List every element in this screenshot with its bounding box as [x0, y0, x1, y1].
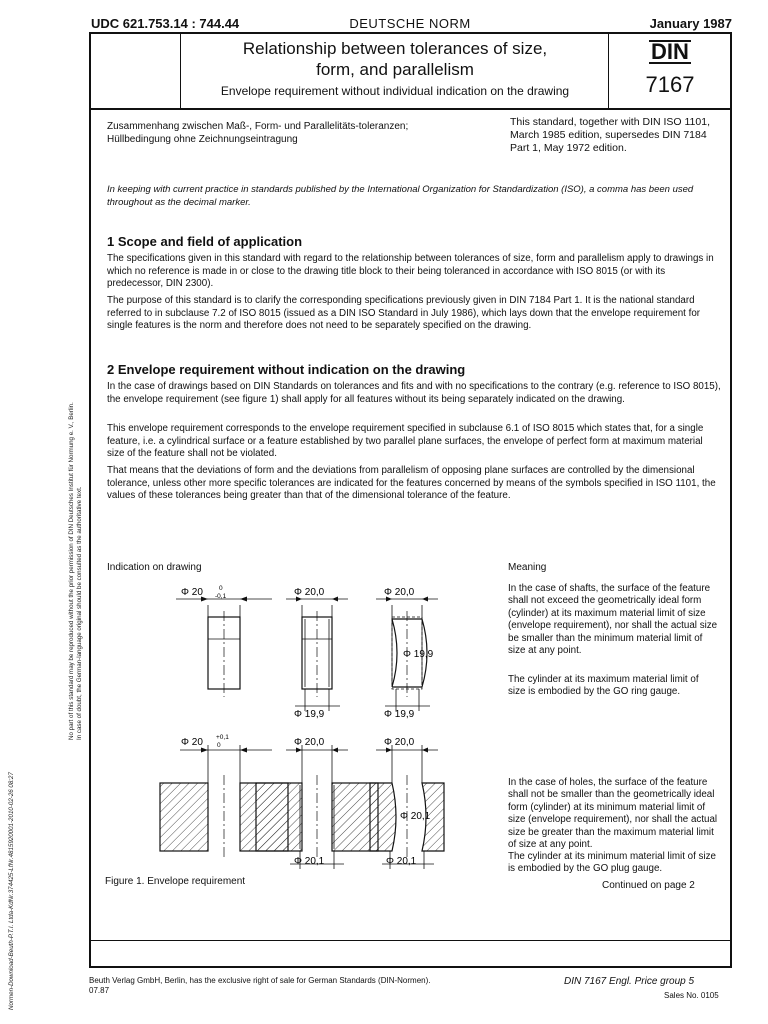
udc-code: UDC 621.753.14 : 744.44	[91, 16, 240, 31]
din-logo-text: DIN	[651, 39, 689, 64]
hole-lower-dev: 0	[217, 742, 221, 749]
hole-curved-dim-20-1: Φ 20,1	[386, 856, 417, 867]
shaft-curved-dim-19-9: Φ 19,9	[403, 649, 434, 660]
din-logo	[610, 40, 730, 64]
shaft-curved-form	[376, 587, 438, 720]
meaning-hole-text: In the case of holes, the surface of the feature shall not be smaller than the geometrically ideal form (cylinder) at its minimum material limit of size (envelope requirement), nor shall the actual size be greater than the maximum material limit of size at any point.	[508, 777, 718, 851]
hole-dim-20-1: Φ 20,1	[294, 856, 325, 867]
hole-ideal-envelope	[256, 737, 378, 869]
section-1-paragraph-2: The purpose of this standard is to clarify the corresponding specifications previously given in DIN 7184 Part 1. It is the national standard referred to in subclause 7.2 of ISO 8015 (issued as a DIN ISO Standard in July 1986), which lays down that the envelope requirement for single features is the norm and therefore does not need to be separately specified on the drawing.	[107, 295, 701, 332]
hole-dim-base: Φ 20	[181, 737, 203, 748]
section-2-paragraph-2: This envelope requirement corresponds to the envelope requirement specified in subclause 6.1 of ISO 8015 which states that, for a single feature, i.e. a cylindrical surface or a feature established by two parallel plane surfaces, the envelope of perfect form at maximum material size of the feature shall not be violated.	[107, 423, 704, 460]
publication-date: January 1987	[649, 16, 732, 31]
authoritative-text-notice: In case of doubt, the German-language original should be consulted as the authoritative text.	[76, 486, 83, 740]
section-2-paragraph-1: In the case of drawings based on DIN Standards on tolerances and fits and with no specifications to the contrary (e.g. reference to ISO 8015), the envelope requirement (see figure 1) shall apply for all features without its being separately indicated on the drawing.	[107, 381, 721, 405]
header-divider-right	[608, 32, 609, 108]
hole-dim-20-0: Φ 20,0	[294, 737, 325, 748]
din-reference: DIN 7167 Engl. Price group 5	[564, 976, 695, 987]
edition-code: 07.87	[89, 986, 110, 995]
meaning-hole-gauge: The cylinder at its minimum material limit of size is embodied by the GO plug gauge.	[508, 851, 716, 875]
envelope-figure	[100, 575, 510, 875]
section-2-paragraph-3: That means that the deviations of form and the deviations from parallelism of opposing plane surfaces are controlled by the dimensional tolerance, unless other more specific tolerances are indicated for the features concerned by means of the symbols specified in ISO 1101, the values of these tolerances being greater than that of the dimensional tolerance of the feature.	[107, 465, 716, 502]
copyright-notice: No part of this standard may be reproduced without the prior permission of DIN Deutsches Institut für Normung e. V., Berlin.	[68, 402, 75, 740]
shaft-lower-dev: -0,1	[215, 593, 227, 600]
hole-curved-dim-20-1-mid: Φ 20,1	[400, 811, 431, 822]
shaft-dim-20-0: Φ 20,0	[294, 587, 325, 598]
din-number: 7167	[645, 72, 695, 97]
iso-decimal-note: In keeping with current practice in standards published by the International Organization for Standardization (ISO), a comma has been used throughout as the decimal marker.	[107, 184, 694, 208]
sales-number: Sales No. 0105	[664, 991, 719, 1000]
hole-curved-form	[370, 737, 444, 869]
download-watermark: Normen-Download-Beuth-P.T.I. Ltda-KdNr.374425-LfNr.4815920001-2010-02-26 08:27	[8, 772, 15, 1010]
meaning-shaft-gauge: The cylinder at its maximum material limit of size is embodied by the GO ring gauge.	[508, 674, 699, 698]
continued-note: Continued on page 2	[602, 880, 695, 891]
shaft-dim-base: Φ 20	[181, 587, 203, 598]
publisher-note: Beuth Verlag GmbH, Berlin, has the exclusive right of sale for German Standards (DIN-Normen).	[89, 976, 431, 985]
section-1-paragraph-1: The specifications given in this standard with regard to the relationship between tolerances of size, form and parallelism apply to drawings in which no reference is made in or close to the drawing title block to their being toleranced in accordance with ISO 8015 (or with its predecessor, DIN 2300).	[107, 253, 714, 290]
meaning-label: Meaning	[508, 562, 547, 573]
footer-divider	[89, 940, 732, 941]
shaft-upper-dev: 0	[219, 585, 223, 592]
document-title	[182, 38, 608, 80]
shaft-curved-dim-19-9-bottom: Φ 19,9	[384, 709, 415, 720]
title-line-2: form, and parallelism	[316, 60, 474, 79]
section-2-heading: 2 Envelope requirement without indication on the drawing	[107, 362, 466, 377]
supersedes-note: This standard, together with DIN ISO 1101, March 1985 edition, supersedes DIN 7184 Part 1, May 1972 edition.	[510, 116, 710, 154]
figure-caption: Figure 1. Envelope requirement	[105, 876, 246, 887]
header-divider	[89, 108, 732, 110]
header-divider-left	[180, 32, 181, 108]
hole-curved-dim-20-0: Φ 20,0	[384, 737, 415, 748]
indication-label: Indication on drawing	[107, 562, 202, 573]
title-line-1: Relationship between tolerances of size,	[242, 39, 548, 58]
hole-upper-dev: +0,1	[216, 734, 229, 741]
shaft-curved-dim-20-0: Φ 20,0	[384, 587, 415, 598]
norm-label: DEUTSCHE NORM	[349, 16, 471, 31]
shaft-dim-19-9: Φ 19,9	[294, 709, 325, 720]
section-1-heading: 1 Scope and field of application	[107, 234, 303, 249]
german-title: Zusammenhang zwischen Maß-, Form- und Parallelitäts-toleranzen; Hüllbedingung ohne Zeichnungseintragung	[107, 121, 409, 145]
shaft-ideal-envelope	[286, 587, 348, 720]
meaning-shaft-text: In the case of shafts, the surface of the feature shall not exceed the geometrically ideal form (cylinder) at its maximum material limit of size (envelope requirement), nor shall the actual size be smaller than the minimum material limit of size at any point.	[508, 583, 718, 657]
document-subtitle: Envelope requirement without individual indication on the drawing	[220, 84, 570, 98]
shaft-indication-drawing	[176, 585, 272, 697]
